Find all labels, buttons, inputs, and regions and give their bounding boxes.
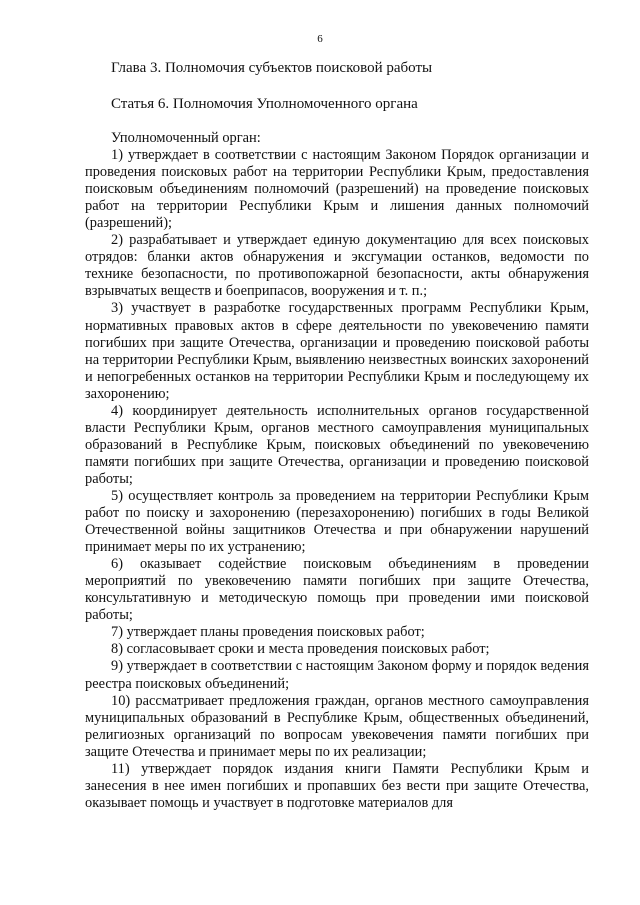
article-body	[85, 130, 589, 812]
authority-item-3: 3) участвует в разработке государственных программ Республики Крым, нормативных правовых актов в сфере деятельности по увековечению памяти погибших при защите Отечества, организации и проведению поисковой работы на территории Республики Крым, выявлению неизвестных воинских захоронений и непогребенных останков на территории Республики Крым и последующему их захоронению;	[85, 300, 589, 402]
authority-item-8: 8) согласовывает сроки и места проведения поисковых работ;	[111, 641, 490, 658]
authority-item-9: 9) утверждает в соответствии с настоящим Законом форму и порядок ведения реестра поисковых объединений;	[85, 658, 589, 692]
authority-item-1: 1) утверждает в соответствии с настоящим Законом Порядок организации и проведения поисковых работ на территории Республики Крым, предоставления поисковым объединениям полномочий (разрешений) на проведение поисковых работ на территории Республики Крым и лишения данных полномочий (разрешений);	[85, 147, 589, 232]
chapter-title: Глава 3. Полномочия субъектов поисковой работы	[111, 60, 433, 76]
authority-item-10: 10) рассматривает предложения граждан, органов местного самоуправления муниципальных образований в Республике Крым, общественных объединений, религиозных организаций по вопросам увековечения памяти погибших при защите Отечества и принимает меры по их реализации;	[85, 692, 589, 760]
article-intro: Уполномоченный орган:	[111, 130, 261, 146]
authority-item-2: 2) разрабатывает и утверждает единую документацию для всех поисковых отрядов: бланки актов обнаружения и эксгумации останков, ведомости по технике безопасности, по противопожарной безопасности, акты обнаружения взрывчатых веществ и боеприпасов, вооружения и т. п.;	[85, 232, 589, 300]
authority-item-11: 11) утверждает порядок издания книги Памяти Республики Крым и занесения в нее имен погибших и пропавших без вести при защите Отечества, оказывает помощь и участвует в подготовке материалов для	[85, 760, 589, 811]
authority-item-7: 7) утверждает планы проведения поисковых работ;	[111, 624, 425, 641]
authority-item-4: 4) координирует деятельность исполнительных органов государственной власти Республики Крым, органов местного самоуправления муниципальных образований в Республике Крым, поисковых объединений по увековечению памяти погибших при защите Отечества, организации и проведению поисковой работы;	[85, 402, 589, 487]
page-number: 6	[317, 33, 323, 45]
article-title: Статья 6. Полномочия Уполномоченного органа	[111, 96, 418, 112]
authority-item-6: 6) оказывает содействие поисковым объединениям в проведении мероприятий по увековечению памяти погибших при защите Отечества, консультативную и методическую помощь при проведении ими поисковой работы;	[85, 556, 589, 624]
authority-item-5: 5) осуществляет контроль за проведением на территории Республики Крым работ по поиску и захоронению (перезахоронению) погибших в годы Великой Отечественной войны защитников Отечества и при обнаружении нарушений принимает меры по их устранению;	[85, 487, 589, 556]
